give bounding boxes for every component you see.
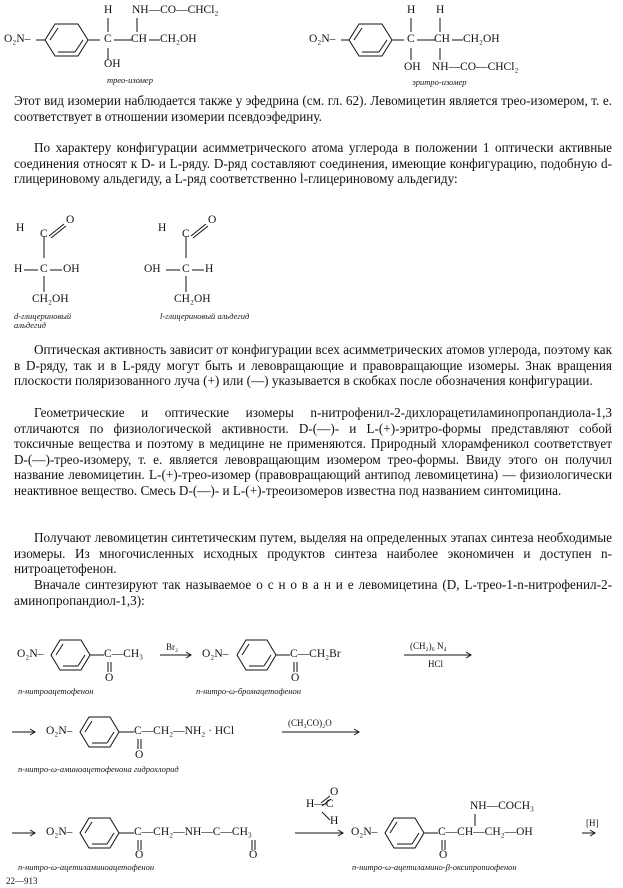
cap-aminoacetophenone-hcl: n-нитро-ω-аминоацетофенона гидрохлорид	[18, 764, 179, 774]
paragraph-6: Вначале синтезируют так называемое о с н о в а н и е левомицетина (D, L-трео-1-n-нитрофенил-2-аминопропандиол-1,3):	[14, 577, 612, 608]
erythro-nitro: O₂N–	[309, 33, 336, 45]
formaldehyde-hc: H—C	[306, 798, 334, 810]
d-glyc-h: H	[16, 222, 25, 234]
erythro-oh: OH	[404, 61, 421, 73]
d-glyc-caption: d-глицериновый альдегид	[14, 311, 72, 330]
d-glyc-c2: C	[40, 263, 48, 275]
s2-reagent-hcl: HCl	[428, 659, 444, 669]
erythro-caption: эритро-изомер	[412, 77, 467, 87]
formaldehyde-h: H	[330, 815, 339, 827]
paragraph-1: Этот вид изомерии наблюдается также у эфедрина (см. гл. 62). Левомицетин является трео-изомером, т. е. соответствует в отношении изомерии псевдоэфедрину.	[14, 93, 612, 124]
cap-hydroxypropiophenone: n-нитро-ω-ацетиламино-β-оксипропиофенон	[352, 862, 517, 872]
s4-nitro: O₂N–	[46, 826, 73, 838]
s5-o: O	[439, 849, 448, 861]
d-glyc-o: O	[66, 214, 75, 226]
erythro-h2: H	[436, 4, 445, 16]
paragraph-2: По характеру конфигурации асимметрического атома углерода в положении 1 оптически активные соединения относят к D- и L-ряду. D-ряд составляют соединения, имеющие конфигурацию, подобную d-глицериновому альдегиду, а L-ряд соответственно l-глицериновому альдегиду:	[14, 140, 612, 187]
s2-nitro: O₂N–	[202, 648, 229, 660]
s3-nitro: O₂N–	[46, 725, 73, 737]
d-glyc-h2: H	[14, 263, 23, 275]
threo-h-top: H	[104, 4, 113, 16]
threo-nitro: O₂N–	[4, 33, 31, 45]
d-glyc-oh: OH	[63, 263, 80, 275]
cap-acetylaminoacetophenone: n-нитро-ω-ацетиламиноацетофенон	[18, 862, 155, 872]
s3-o: O	[135, 749, 144, 761]
threo-ch2oh: CH₂OH	[160, 33, 197, 45]
l-glyc-h: H	[158, 222, 167, 234]
l-glyc-c1: C	[182, 228, 190, 240]
erythro-ch: CH	[434, 33, 450, 45]
cap-nitroacetophenone: n-нитроацетофенон	[18, 686, 94, 696]
s3-formula: C—CH₂—NH₂ · HCl	[134, 725, 235, 737]
s4-o2: O	[249, 849, 258, 861]
l-glyc-ch2oh: CH₂OH	[174, 293, 211, 305]
s3-reagent-anhydride: (CH₃CO)₂O	[288, 718, 332, 728]
formaldehyde-o: O	[330, 786, 339, 798]
s1-reagent-br2: Br₂	[166, 642, 179, 652]
erythro-h1: H	[407, 4, 416, 16]
s5-nitro: O₂N–	[351, 826, 378, 838]
threo-ch: CH	[131, 33, 147, 45]
s1-o: O	[105, 672, 114, 684]
page-footer: 22—913	[6, 876, 38, 886]
s1-formula: C—CH₃	[104, 648, 144, 660]
paragraph-4: Геометрические и оптические изомеры n-нитрофенил-2-дихлорацетиламинопропандиола-1,3 отличаются по физиологической активности. D-(—)- и L-(+)-эритро-формы представляют собой токсичные вещества и поэтому в медицине не применяются. Природный хлорамфеникол соответствует D-(—)-трео-изомеру, т. е. является левовращающим изомером трео-формы. Ввиду этого он получил название левомицетин. L-(+)-трео-изомер (правовращающий антипод левомицетина) — физиологически неактивное вещество. Смесь D-(—)- и L-(+)-треоизомеров известна под названием синтомицина.	[14, 405, 612, 498]
s5-formula: C—CH—CH₂—OH	[438, 826, 533, 838]
s5-reagent-h: [H]	[586, 818, 599, 828]
erythro-c: C	[407, 33, 415, 45]
threo-c: C	[104, 33, 112, 45]
l-glyc-c2: C	[182, 263, 190, 275]
l-glyc-oh: OH	[144, 263, 161, 275]
d-glyc-ch2oh: CH₂OH	[32, 293, 69, 305]
s4-formula: C—CH₂—NH—C—CH₃	[134, 826, 252, 838]
threo-oh: OH	[104, 58, 121, 70]
paragraph-5: Получают левомицетин синтетическим путем, выделяя на определенных этапах синтеза необходимые изомеры. Из многочисленных исходных продуктов синтеза наиболее экономичен и доступен n-нитроацетофенон.	[14, 530, 612, 577]
erythro-nh-group: NH—CO—CHCl₂	[432, 61, 519, 73]
s1-nitro: O₂N–	[17, 648, 44, 660]
s2-reagent-urotropine: (CH₂)₆ N₄	[410, 641, 447, 651]
cap-bromoacetophenone: n-нитро-ω-бромацетофенон	[196, 686, 301, 696]
s4-o1: O	[135, 849, 144, 861]
s5-nh: NH—COCH₃	[470, 800, 535, 812]
s2-o: O	[291, 672, 300, 684]
threo-nh-group: NH—CO—CHCl₂	[132, 4, 219, 16]
l-glyc-o: O	[208, 214, 217, 226]
paragraph-3: Оптическая активность зависит от конфигурации всех асимметрических атомов углерода, поэтому как в D-ряду, так и в L-ряду могут быть и левовращающие и правовращающие изомеры. Знак вращения плоскости поляризованного луча (+) или (—) указывается в скобках после обозначения конфигурации.	[14, 342, 612, 389]
erythro-ch2oh: CH₂OH	[463, 33, 500, 45]
s2-formula: C—CH₂Br	[290, 648, 341, 660]
l-glyc-caption: l-глицериновый альдегид	[160, 311, 250, 321]
threo-caption: трео-изомер	[107, 75, 153, 85]
l-glyc-h2: H	[205, 263, 214, 275]
d-glyc-c1: C	[40, 228, 48, 240]
